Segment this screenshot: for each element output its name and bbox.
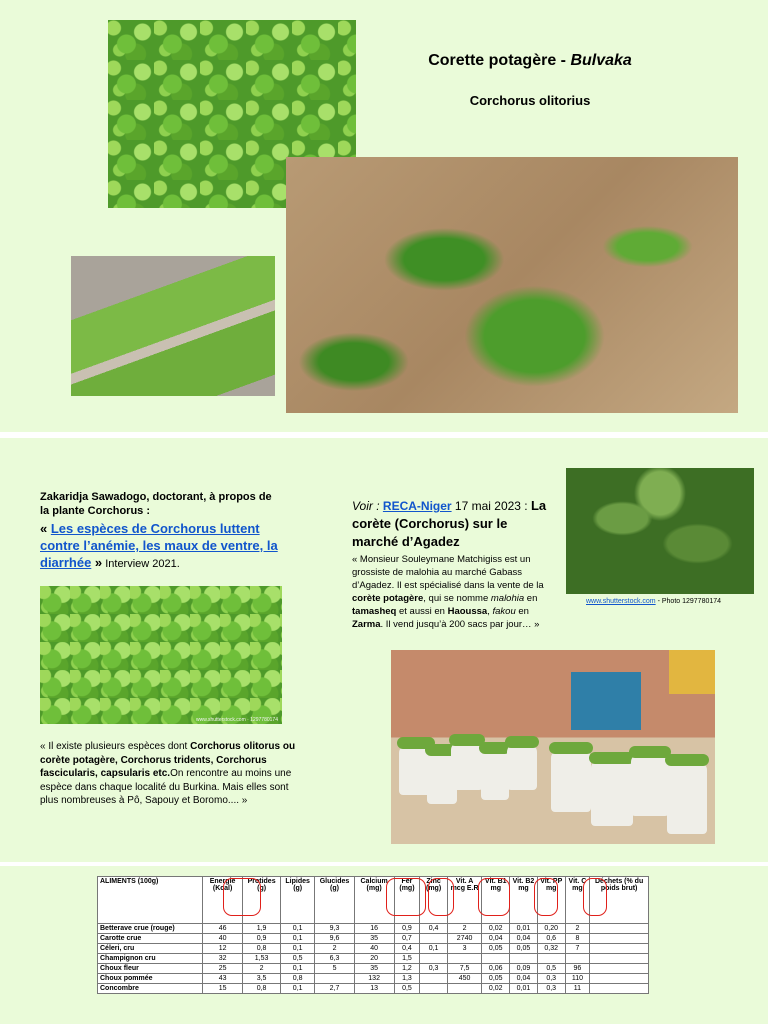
- value-cell: [482, 954, 510, 964]
- column-header: Vit. B2 mg: [510, 877, 538, 924]
- value-cell: 110: [565, 974, 590, 984]
- value-cell: [420, 934, 447, 944]
- value-cell: 43: [203, 974, 243, 984]
- value-cell: [590, 984, 649, 994]
- table-header-row: [98, 877, 649, 924]
- value-cell: 7,5: [447, 964, 482, 974]
- value-cell: 0,06: [482, 964, 510, 974]
- value-cell: 32: [203, 954, 243, 964]
- value-cell: 0,20: [537, 924, 565, 934]
- value-cell: 1,5: [394, 954, 420, 964]
- sack: [631, 754, 669, 816]
- species-paragraph: « Il existe plusieurs espèces dont Corchorus olitorus ou corète potagère, Corchorus tridents, Corchorus fascicularis, capsularis etc.On rencontre au moins une espèce dans chaque localité du Burkina. Mais elles sont plus nombreuses à Pô, Sapouy et Boromo.... »: [40, 741, 296, 806]
- table-row: [98, 964, 649, 974]
- food-name-cell: Champignon cru: [98, 954, 203, 964]
- value-cell: 0,05: [510, 944, 538, 954]
- value-cell: 0,04: [510, 934, 538, 944]
- highlight-circle-vit-c: [583, 878, 607, 916]
- food-name-cell: Concombre: [98, 984, 203, 994]
- value-cell: 15: [203, 984, 243, 994]
- value-cell: 0,02: [482, 924, 510, 934]
- column-header: Protides (g): [243, 877, 281, 924]
- column-header: Fer (mg): [394, 877, 420, 924]
- corchorus-field-photo: [286, 157, 738, 413]
- value-cell: 0,3: [420, 964, 447, 974]
- corchorus-seedlings-photo: [40, 586, 282, 724]
- value-cell: 0,1: [281, 934, 315, 944]
- photo-credit: www.shutterstock.com - Photo 1297780174: [586, 598, 722, 605]
- value-cell: 2: [315, 944, 354, 954]
- highlight-circle-energie: [223, 878, 261, 916]
- value-cell: 35: [354, 934, 394, 944]
- value-cell: 0,8: [243, 944, 281, 954]
- column-header: Lipides (g): [281, 877, 315, 924]
- value-cell: [447, 984, 482, 994]
- value-cell: 0,3: [537, 984, 565, 994]
- corchorus-plant-closeup-photo: [566, 468, 754, 594]
- value-cell: 0,04: [510, 974, 538, 984]
- food-name-cell: Betterave crue (rouge): [98, 924, 203, 934]
- value-cell: 40: [354, 944, 394, 954]
- value-cell: 2: [565, 924, 590, 934]
- value-cell: 9,3: [315, 924, 354, 934]
- value-cell: 6,3: [315, 954, 354, 964]
- value-cell: 0,8: [243, 984, 281, 994]
- page-title: Corette potagère - Bulvaka: [428, 52, 632, 69]
- table-row: [98, 944, 649, 954]
- table-row: [98, 954, 649, 964]
- food-name-cell: Céleri, cru: [98, 944, 203, 954]
- photo-watermark: www.shutterstock.com · 1297780174: [196, 717, 278, 723]
- reca-niger-link[interactable]: RECA-Niger: [382, 499, 452, 513]
- column-header: ALIMENTS (100g): [98, 877, 203, 924]
- value-cell: 3,5: [243, 974, 281, 984]
- value-cell: 11: [565, 984, 590, 994]
- value-cell: [590, 934, 649, 944]
- value-cell: 9,6: [315, 934, 354, 944]
- value-cell: 40: [203, 934, 243, 944]
- value-cell: 0,5: [281, 954, 315, 964]
- value-cell: [315, 974, 354, 984]
- value-cell: 25: [203, 964, 243, 974]
- interview-quote: « Les espèces de Corchorus luttent contre l’anémie, les maux de ventre, la diarrhée » Interview 2021.: [40, 521, 278, 570]
- table-row: [98, 934, 649, 944]
- value-cell: 1,3: [394, 974, 420, 984]
- voir-block: Voir : RECA-Niger 17 mai 2023 : La corète (Corchorus) sur le marché d’Agadez « Monsieur Souleymane Matchigiss est un grossiste de malohia au marché Gabass d’Agadez. Il est spécialisé dans la vente de la corète potagère, qui se nomme malohia en tamasheq et aussi en Haoussa, fakou en Zarma. Il vend jusqu’à 200 sacs par jour… »: [352, 497, 554, 631]
- value-cell: [590, 944, 649, 954]
- value-cell: 0,1: [281, 944, 315, 954]
- value-cell: 0,5: [394, 984, 420, 994]
- value-cell: 96: [565, 964, 590, 974]
- agadez-market-photo: [391, 650, 715, 844]
- sack: [481, 750, 509, 800]
- sack: [551, 750, 591, 812]
- value-cell: 0,9: [243, 934, 281, 944]
- value-cell: 0,4: [420, 924, 447, 934]
- value-cell: 0,01: [510, 924, 538, 934]
- value-cell: [590, 964, 649, 974]
- value-cell: 1,53: [243, 954, 281, 964]
- value-cell: 13: [354, 984, 394, 994]
- value-cell: 450: [447, 974, 482, 984]
- column-header: Calcium (mg): [354, 877, 394, 924]
- value-cell: [510, 954, 538, 964]
- table-row: [98, 924, 649, 934]
- value-cell: 1,9: [243, 924, 281, 934]
- column-header: Glucides (g): [315, 877, 354, 924]
- column-header: Vit. C mg: [565, 877, 590, 924]
- value-cell: 0,1: [420, 944, 447, 954]
- value-cell: 0,9: [394, 924, 420, 934]
- intro-text: Zakaridja Sawadogo, doctorant, à propos de la plante Corchorus :: [40, 491, 272, 517]
- value-cell: 46: [203, 924, 243, 934]
- value-cell: 0,09: [510, 964, 538, 974]
- value-cell: 1,2: [394, 964, 420, 974]
- table-row: [98, 974, 649, 984]
- value-cell: 2740: [447, 934, 482, 944]
- highlight-circle-calcium: [386, 878, 426, 916]
- value-cell: [420, 974, 447, 984]
- sack: [591, 760, 633, 826]
- value-cell: 0,5: [537, 964, 565, 974]
- column-header: Vit. B1 mg: [482, 877, 510, 924]
- value-cell: 0,01: [510, 984, 538, 994]
- shutterstock-link[interactable]: www.shutterstock.com: [586, 598, 656, 605]
- food-name-cell: Choux fleur: [98, 964, 203, 974]
- interview-link[interactable]: Les espèces de Corchorus luttent contre l’anémie, les maux de ventre, la diarrhée: [40, 521, 278, 570]
- value-cell: 0,1: [281, 924, 315, 934]
- highlight-circle-fer: [428, 878, 454, 916]
- value-cell: 0,6: [537, 934, 565, 944]
- value-cell: 2: [447, 924, 482, 934]
- food-name-cell: Choux pommée: [98, 974, 203, 984]
- value-cell: [447, 954, 482, 964]
- value-cell: 0,04: [482, 934, 510, 944]
- value-cell: [590, 924, 649, 934]
- value-cell: 0,8: [281, 974, 315, 984]
- value-cell: [565, 954, 590, 964]
- food-name-cell: Carotte crue: [98, 934, 203, 944]
- value-cell: 0,02: [482, 984, 510, 994]
- value-cell: 5: [315, 964, 354, 974]
- value-cell: [590, 954, 649, 964]
- nutrition-table-body: [98, 924, 649, 994]
- value-cell: 2,7: [315, 984, 354, 994]
- column-header: Energie (Kcal): [203, 877, 243, 924]
- value-cell: 0,05: [482, 944, 510, 954]
- value-cell: 0,32: [537, 944, 565, 954]
- value-cell: 12: [203, 944, 243, 954]
- drying-leaves-photo: [71, 256, 275, 396]
- value-cell: 16: [354, 924, 394, 934]
- value-cell: [420, 984, 447, 994]
- value-cell: 0,4: [394, 944, 420, 954]
- sack: [667, 762, 707, 834]
- value-cell: 35: [354, 964, 394, 974]
- market-wall-yellow: [669, 650, 715, 694]
- highlight-circle-vit-b2: [534, 878, 558, 916]
- value-cell: 3: [447, 944, 482, 954]
- voir-paragraph: « Monsieur Souleymane Matchigiss est un grossiste de malohia au marché Gabass d’Agadez. Il est spécialisé dans la vente de la corète potagère, qui se nomme malohia en tamasheq et aussi en Haoussa, fakou en Zarma. Il vend jusqu’à 200 sacs par jour… »: [352, 554, 544, 630]
- value-cell: 20: [354, 954, 394, 964]
- page-subtitle: Corchorus olitorius: [469, 93, 591, 108]
- value-cell: 0,1: [281, 964, 315, 974]
- value-cell: 0,05: [482, 974, 510, 984]
- column-header: Déchets (% du poids brut): [590, 877, 649, 924]
- value-cell: 0,3: [537, 974, 565, 984]
- column-header: Vit. PP mg: [537, 877, 565, 924]
- column-header: Zinc (mg): [420, 877, 447, 924]
- column-header: Vit. A mcg E.R: [447, 877, 482, 924]
- header-panel: [0, 0, 768, 432]
- value-cell: 2: [243, 964, 281, 974]
- nutrition-table: [97, 876, 649, 994]
- value-cell: [590, 974, 649, 984]
- value-cell: 0,1: [281, 984, 315, 994]
- sack: [507, 744, 537, 790]
- value-cell: [537, 954, 565, 964]
- value-cell: 132: [354, 974, 394, 984]
- value-cell: 7: [565, 944, 590, 954]
- value-cell: 8: [565, 934, 590, 944]
- market-door: [571, 672, 641, 730]
- value-cell: 0,7: [394, 934, 420, 944]
- highlight-circle-vit-a: [478, 878, 510, 916]
- table-row: [98, 984, 649, 994]
- value-cell: [420, 954, 447, 964]
